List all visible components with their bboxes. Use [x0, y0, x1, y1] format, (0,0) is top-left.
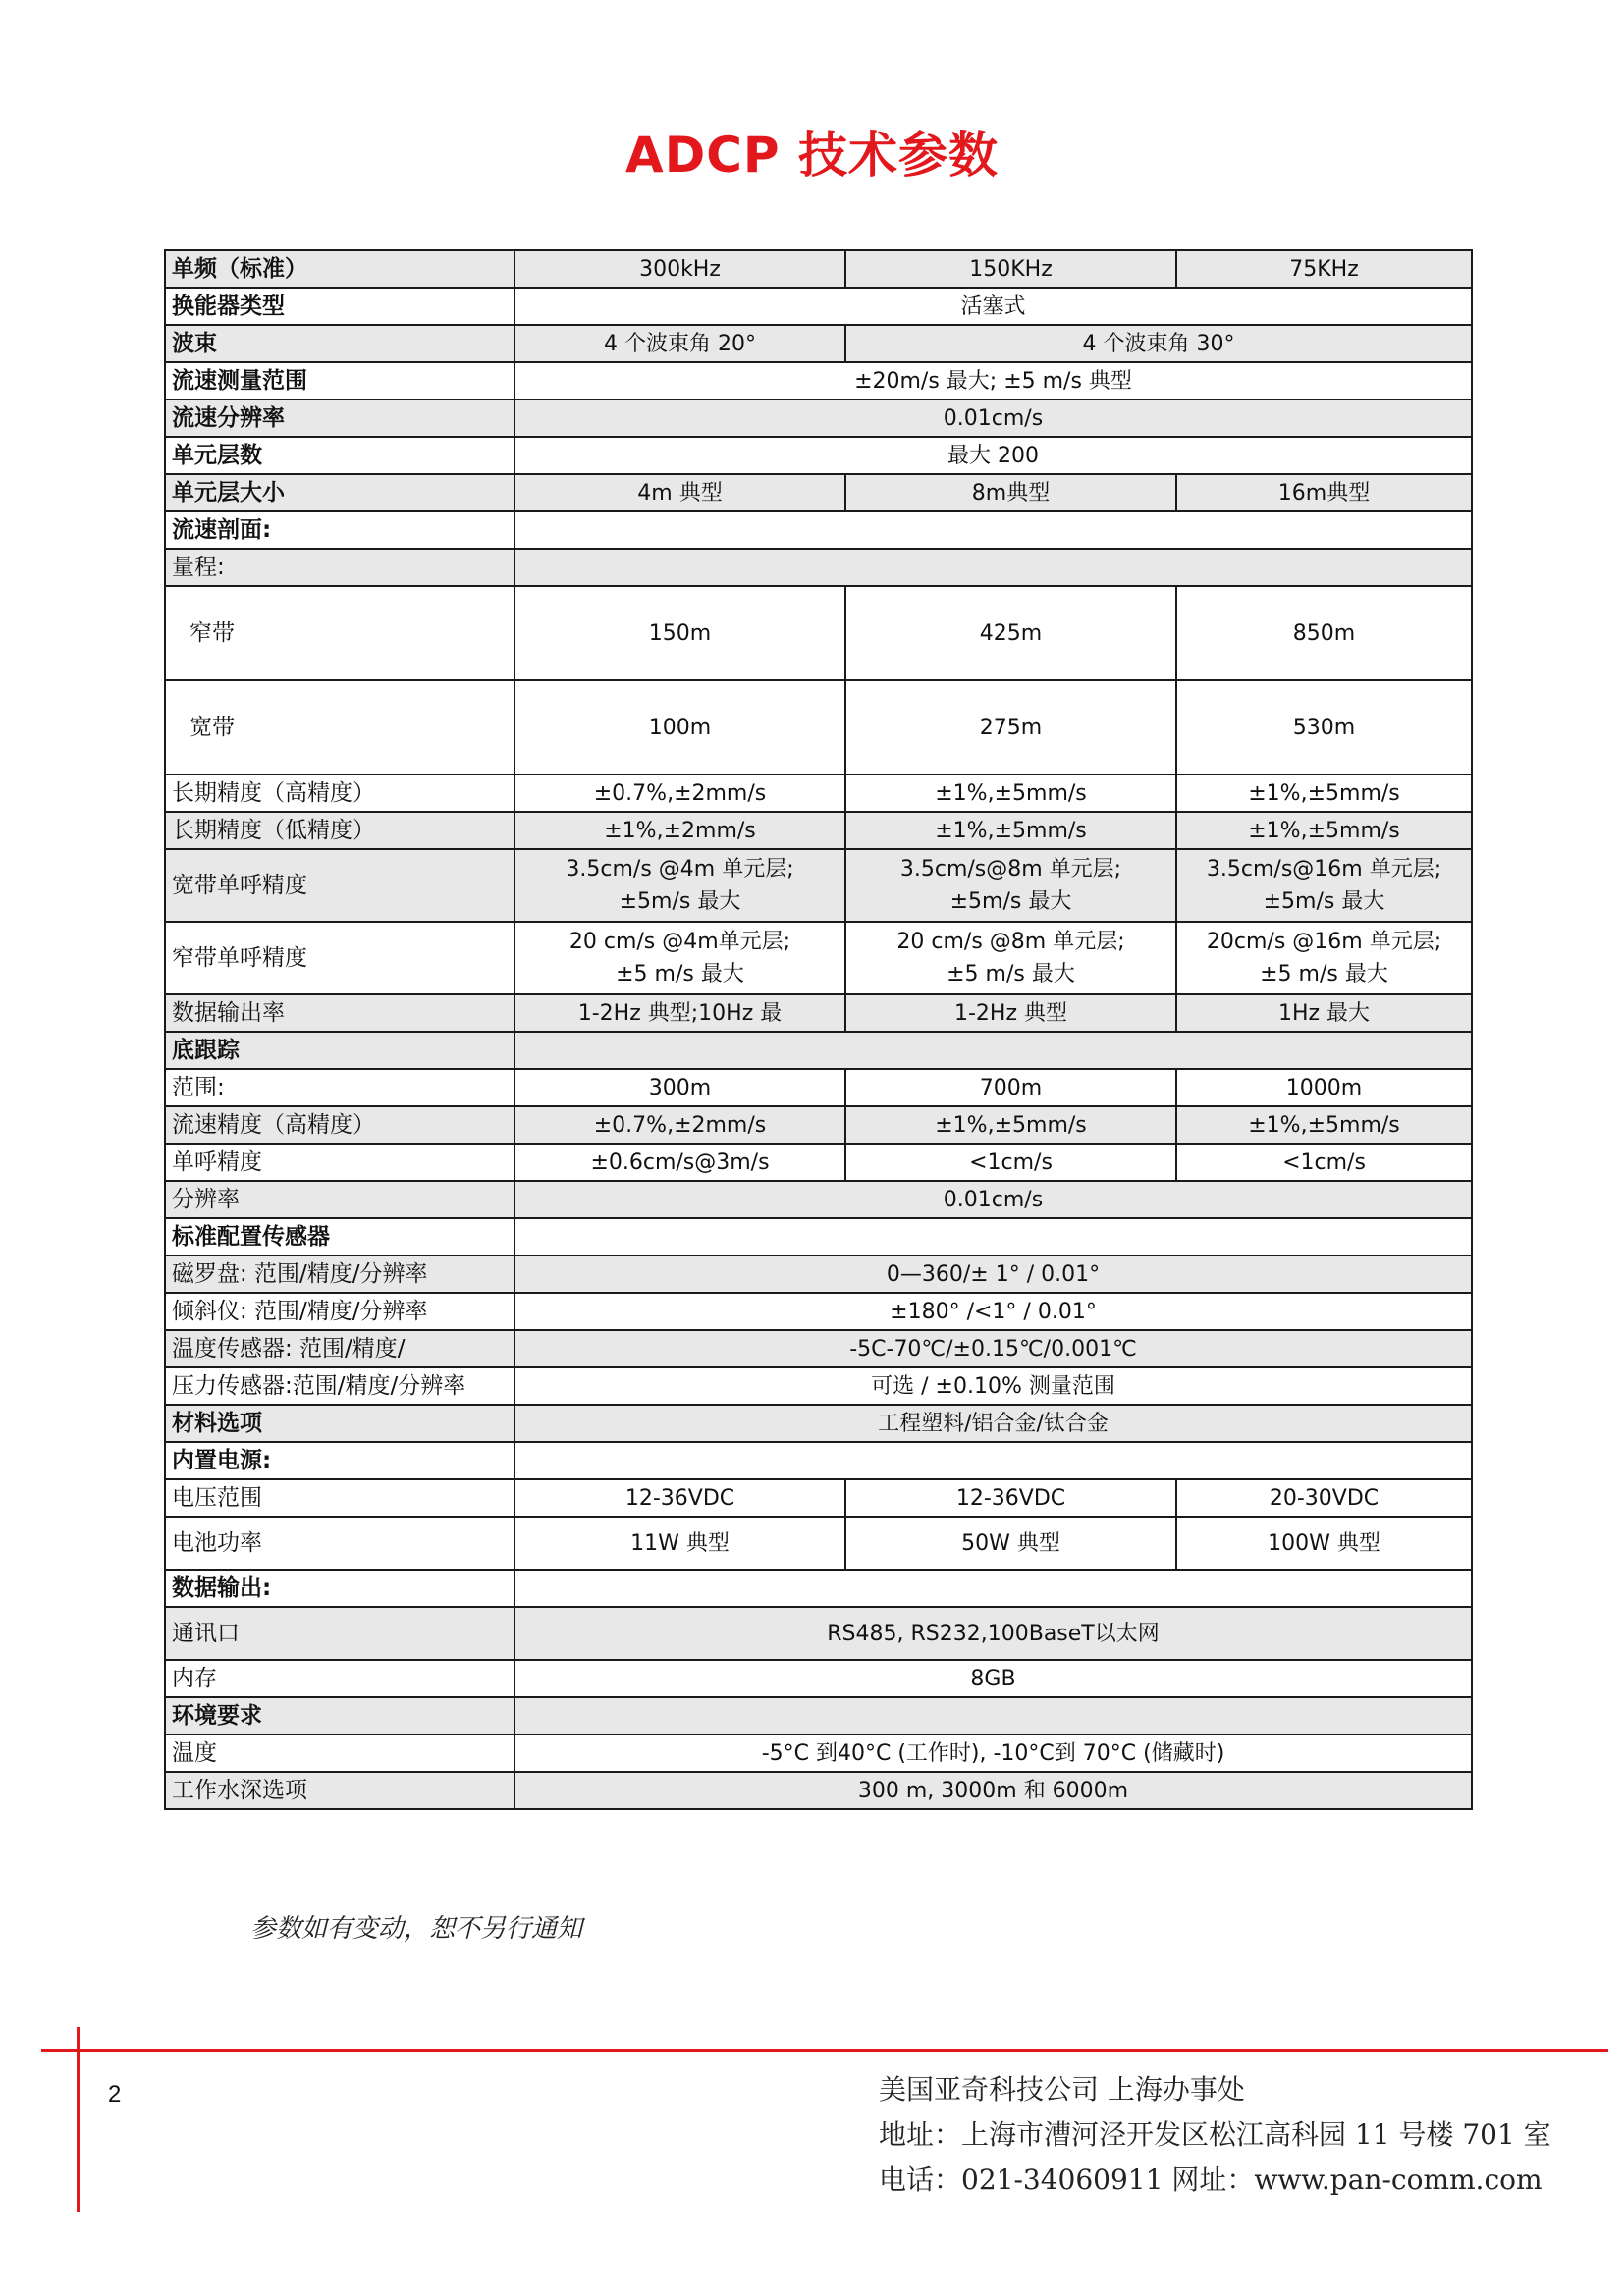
spec-value: 300m [514, 1069, 845, 1106]
spec-value: RS485, RS232,100BaseT以太网 [514, 1607, 1472, 1660]
spec-value [845, 849, 1176, 922]
spec-row [165, 774, 1472, 812]
spec-value: 活塞式 [514, 288, 1472, 325]
spec-row [165, 1293, 1472, 1330]
spec-label: 宽带 [165, 680, 514, 774]
spec-value: ±1%,±5mm/s [845, 1106, 1176, 1144]
spec-value: 100m [514, 680, 845, 774]
spec-row [165, 1218, 1472, 1255]
footer-divider [41, 2049, 1608, 2052]
spec-row [165, 1367, 1472, 1405]
spec-value-line: ±5 m/s 最大 [1260, 962, 1388, 987]
spec-row [165, 1735, 1472, 1772]
spec-row [165, 849, 1472, 922]
footer-contact-line: 电话：021-34060911 网址：www.pan-comm.com [879, 2163, 1543, 2196]
spec-row [165, 1069, 1472, 1106]
spec-value: ±180° /<1° / 0.01° [514, 1293, 1472, 1330]
spec-value [1176, 849, 1472, 922]
spec-label: 工作水深选项 [165, 1772, 514, 1809]
spec-label: 底跟踪 [165, 1032, 514, 1069]
spec-value: 150KHz [845, 250, 1176, 288]
spec-value: 1-2Hz 典型;10Hz 最 [514, 994, 845, 1032]
spec-label: 流速剖面: [165, 511, 514, 549]
spec-value-line: ±5m/s 最大 [619, 889, 741, 914]
spec-value: 530m [1176, 680, 1472, 774]
spec-value: 850m [1176, 586, 1472, 680]
spec-label: 长期精度（低精度） [165, 812, 514, 849]
spec-value: ±0.7%,±2mm/s [514, 1106, 845, 1144]
spec-value [514, 1032, 1472, 1069]
spec-row [165, 680, 1472, 774]
spec-value: 0.01cm/s [514, 1181, 1472, 1218]
spec-value-line: ±5 m/s 最大 [947, 962, 1075, 987]
spec-row [165, 250, 1472, 288]
spec-row [165, 437, 1472, 474]
spec-value: ±0.6cm/s@3m/s [514, 1144, 845, 1181]
spec-label: 材料选项 [165, 1405, 514, 1442]
spec-label: 磁罗盘: 范围/精度/分辨率 [165, 1255, 514, 1293]
spec-row [165, 1405, 1472, 1442]
spec-label: 环境要求 [165, 1697, 514, 1735]
spec-value: 12-36VDC [514, 1479, 845, 1517]
spec-value: 1Hz 最大 [1176, 994, 1472, 1032]
spec-value: 1-2Hz 典型 [845, 994, 1176, 1032]
spec-value: 12-36VDC [845, 1479, 1176, 1517]
spec-row [165, 1570, 1472, 1607]
spec-value: 最大 200 [514, 437, 1472, 474]
spec-value: 4m 典型 [514, 474, 845, 511]
spec-value-line: 20 cm/s @8m 单元层; [896, 930, 1125, 954]
spec-value: 100W 典型 [1176, 1517, 1472, 1570]
spec-label: 数据输出: [165, 1570, 514, 1607]
spec-row [165, 362, 1472, 400]
footer-contact [879, 2067, 1551, 2203]
spec-value: 150m [514, 586, 845, 680]
spec-label: 换能器类型 [165, 288, 514, 325]
spec-label: 单元层数 [165, 437, 514, 474]
spec-value-line: 20cm/s @16m 单元层; [1206, 930, 1442, 954]
spec-value: 20-30VDC [1176, 1479, 1472, 1517]
spec-value [514, 1218, 1472, 1255]
spec-value-line: ±5m/s 最大 [1263, 889, 1385, 914]
spec-value: ±20m/s 最大; ±5 m/s 典型 [514, 362, 1472, 400]
spec-label: 波束 [165, 325, 514, 362]
spec-value [845, 922, 1176, 994]
spec-label: 宽带单呼精度 [165, 849, 514, 922]
spec-value: <1cm/s [845, 1144, 1176, 1181]
spec-label: 分辨率 [165, 1181, 514, 1218]
spec-label: 单元层大小 [165, 474, 514, 511]
spec-value: 425m [845, 586, 1176, 680]
spec-row [165, 1517, 1472, 1570]
spec-value-line: ±5m/s 最大 [949, 889, 1072, 914]
spec-value: 300 m, 3000m 和 6000m [514, 1772, 1472, 1809]
spec-value [514, 1570, 1472, 1607]
spec-label: 单呼精度 [165, 1144, 514, 1181]
spec-value: 275m [845, 680, 1176, 774]
spec-value [514, 549, 1472, 586]
spec-value: 4 个波束角 20° [514, 325, 845, 362]
spec-label: 内存 [165, 1660, 514, 1697]
spec-row [165, 400, 1472, 437]
spec-row [165, 511, 1472, 549]
footer-company: 美国亚奇科技公司 上海办事处 [879, 2073, 1245, 2106]
spec-value-line: ±5 m/s 最大 [616, 962, 744, 987]
spec-value: ±1%,±5mm/s [845, 774, 1176, 812]
spec-label: 温度传感器: 范围/精度/ [165, 1330, 514, 1367]
spec-value: ±1%,±2mm/s [514, 812, 845, 849]
spec-row [165, 1607, 1472, 1660]
spec-label: 标准配置传感器 [165, 1218, 514, 1255]
spec-value: 1000m [1176, 1069, 1472, 1106]
spec-label: 电压范围 [165, 1479, 514, 1517]
spec-label: 通讯口 [165, 1607, 514, 1660]
spec-row [165, 1181, 1472, 1218]
spec-row [165, 1479, 1472, 1517]
spec-value: 8GB [514, 1660, 1472, 1697]
spec-label: 数据输出率 [165, 994, 514, 1032]
spec-row [165, 1442, 1472, 1479]
spec-label: 温度 [165, 1735, 514, 1772]
spec-label: 长期精度（高精度） [165, 774, 514, 812]
spec-row [165, 1660, 1472, 1697]
page-number: 2 [108, 2081, 122, 2108]
disclaimer-note: 参数如有变动，恕不另行通知 [250, 1914, 583, 1944]
spec-row [165, 922, 1472, 994]
spec-value-line: 3.5cm/s@8m 单元层; [899, 857, 1122, 881]
spec-value: ±1%,±5mm/s [845, 812, 1176, 849]
spec-value: ±1%,±5mm/s [1176, 774, 1472, 812]
spec-value: 8m典型 [845, 474, 1176, 511]
spec-row [165, 1032, 1472, 1069]
page-title: ADCP 技术参数 [625, 127, 999, 184]
spec-value: 4 个波束角 30° [845, 325, 1472, 362]
spec-value-line: 20 cm/s @4m单元层; [568, 930, 791, 954]
spec-value: 0.01cm/s [514, 400, 1472, 437]
spec-row [165, 586, 1472, 680]
spec-label: 范围: [165, 1069, 514, 1106]
spec-label: 内置电源: [165, 1442, 514, 1479]
spec-value [1176, 922, 1472, 994]
spec-row [165, 549, 1472, 586]
spec-label: 量程: [165, 549, 514, 586]
spec-value: 75KHz [1176, 250, 1472, 288]
spec-row [165, 474, 1472, 511]
spec-value: 可选 / ±0.10% 测量范围 [514, 1367, 1472, 1405]
spec-label: 电池功率 [165, 1517, 514, 1570]
footer-address: 地址：上海市漕河泾开发区松江高科园 11 号楼 701 室 [879, 2118, 1551, 2151]
spec-value: <1cm/s [1176, 1144, 1472, 1181]
spec-table [164, 249, 1473, 1810]
spec-row [165, 1255, 1472, 1293]
spec-value-line: 3.5cm/s@16m 单元层; [1206, 857, 1442, 881]
spec-value [514, 922, 845, 994]
spec-row [165, 1697, 1472, 1735]
spec-value [514, 511, 1472, 549]
spec-value: ±1%,±5mm/s [1176, 1106, 1472, 1144]
spec-value: ±1%,±5mm/s [1176, 812, 1472, 849]
spec-value [514, 1697, 1472, 1735]
spec-value: 16m典型 [1176, 474, 1472, 511]
spec-label: 流速测量范围 [165, 362, 514, 400]
spec-value: 700m [845, 1069, 1176, 1106]
spec-value: -5°C 到40°C (工作时), -10°C到 70°C (储藏时) [514, 1735, 1472, 1772]
spec-value: 50W 典型 [845, 1517, 1176, 1570]
spec-value [514, 849, 845, 922]
spec-value-line: 3.5cm/s @4m 单元层; [566, 857, 794, 881]
spec-value: 工程塑料/铝合金/钛合金 [514, 1405, 1472, 1442]
spec-label: 流速分辨率 [165, 400, 514, 437]
spec-row [165, 288, 1472, 325]
spec-row [165, 325, 1472, 362]
spec-value: ±0.7%,±2mm/s [514, 774, 845, 812]
spec-row [165, 1330, 1472, 1367]
spec-row [165, 1144, 1472, 1181]
spec-value [514, 1442, 1472, 1479]
spec-label: 压力传感器:范围/精度/分辨率 [165, 1367, 514, 1405]
spec-value: 11W 典型 [514, 1517, 845, 1570]
spec-label: 倾斜仪: 范围/精度/分辨率 [165, 1293, 514, 1330]
spec-row [165, 1772, 1472, 1809]
spec-row [165, 994, 1472, 1032]
footer-vertical-rule [77, 2027, 80, 2212]
spec-label: 窄带 [165, 586, 514, 680]
spec-value: 0—360/± 1° / 0.01° [514, 1255, 1472, 1293]
spec-row [165, 812, 1472, 849]
spec-row [165, 1106, 1472, 1144]
spec-label: 流速精度（高精度） [165, 1106, 514, 1144]
spec-label: 单频（标准） [165, 250, 514, 288]
spec-label: 窄带单呼精度 [165, 922, 514, 994]
spec-value: -5C-70℃/±0.15℃/0.001℃ [514, 1330, 1472, 1367]
spec-value: 300kHz [514, 250, 845, 288]
